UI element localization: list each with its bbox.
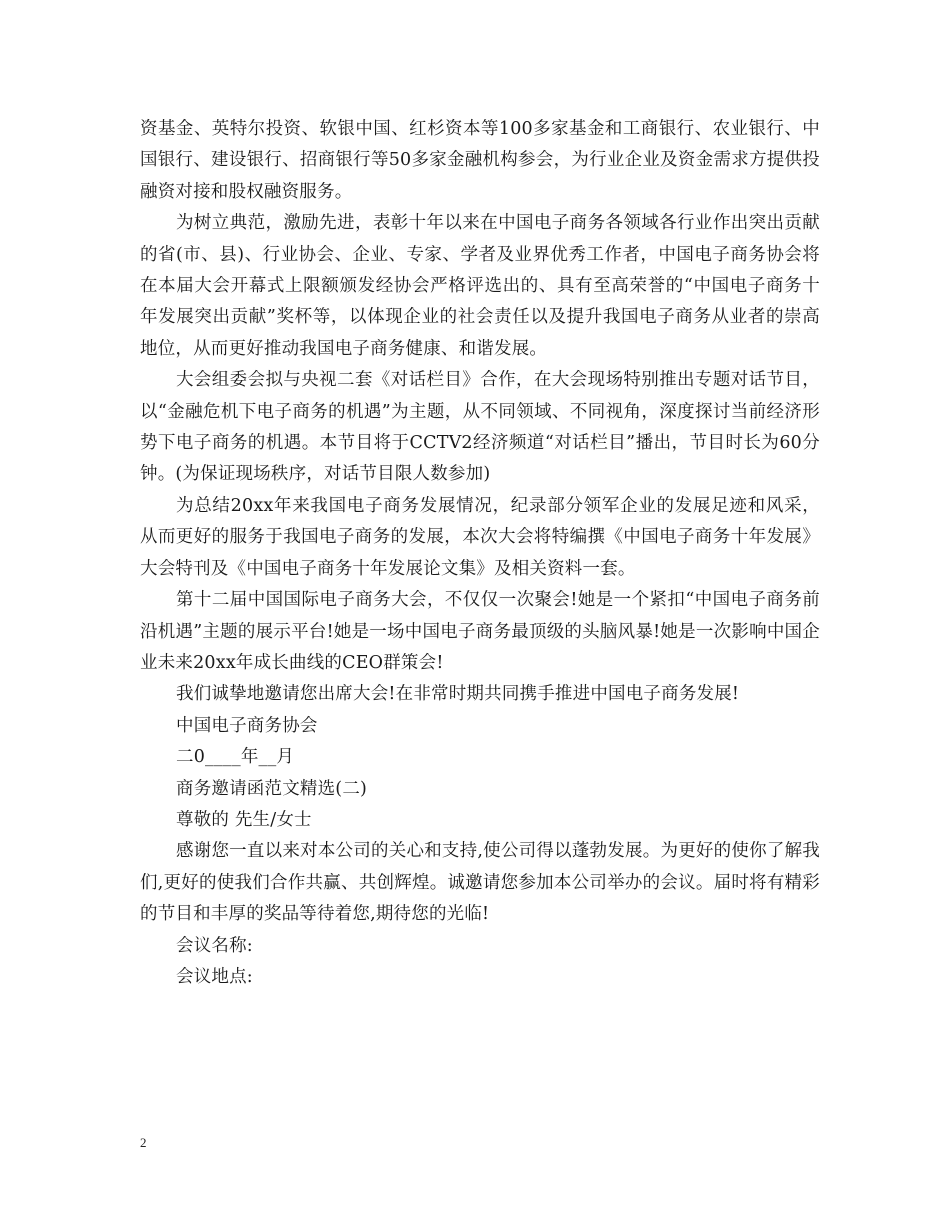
salutation: 尊敬的 先生/女士 xyxy=(176,809,312,830)
field-meeting-name: 会议名称: xyxy=(176,935,253,956)
paragraph-conference-summary: 第十二届中国国际电子商务大会，不仅仅一次聚会!她是一个紧扣“中国电子商务前沿机遇”主题的展示平台!她是一场中国电子商务最顶级的头脑风暴!她是一次影响中国企业未来20xx年成长曲线的CEO群策会! xyxy=(140,590,820,673)
field-meeting-location: 会议地点: xyxy=(176,966,253,987)
document-body xyxy=(140,114,820,993)
invitation-closing-line: 我们诚挚地邀请您出席大会!在非常时期共同携手推进中国电子商务发展! xyxy=(176,684,740,705)
page-number: 2 xyxy=(140,1135,147,1150)
signature-date: 二0____年__月 xyxy=(176,747,295,768)
section-heading: 商务邀请函范文精选(二) xyxy=(176,778,368,799)
paragraph-invitation-body: 感谢您一直以来对本公司的关心和支持,使公司得以蓬勃发展。为更好的使你了解我们,更好的使我们合作共赢、共创辉煌。诚邀请您参加本公司举办的会议。届时将有精彩的节目和丰厚的奖品等待着您,期待您的光临! xyxy=(140,841,820,925)
paragraph-cctv-dialogue: 大会组委会拟与央视二套《对话栏目》合作，在大会现场特别推出专题对话节目，以“金融危机下电子商务的机遇”为主题，从不同领域、不同视角，深度探讨当前经济形势下电子商务的机遇。本节目将于CCTV2经济频道“对话栏目”播出，节目时长为60分钟。(为保证现场秩序，对话节目限人数参加) xyxy=(140,370,820,485)
paragraph-special-issue: 为总结20xx年来我国电子商务发展情况，纪录部分领军企业的发展足迹和风采，从而更好的服务于我国电子商务的发展，本次大会将特编撰《中国电子商务十年发展》大会特刊及《中国电子商务十年发展论文集》及相关资料一套。 xyxy=(140,495,820,579)
paragraph-awards: 为树立典范，激励先进，表彰十年以来在中国电子商务各领域各行业作出突出贡献的省(市、县)、行业协会、企业、专家、学者及业界优秀工作者，中国电子商务协会将在本届大会开幕式上限额颁发经协会严格评选出的、具有至高荣誉的“中国电子商务十年发展突出贡献”奖杯等，以体现企业的社会责任以及提升我国电子商务从业者的崇高地位，从而更好推动我国电子商务健康、和谐发展。 xyxy=(140,213,820,359)
signature-organization: 中国电子商务协会 xyxy=(176,715,318,736)
paragraph-intro-continued: 资基金、英特尔投资、软银中国、红杉资本等100多家基金和工商银行、农业银行、中国银行、建设银行、招商银行等50多家金融机构参会，为行业企业及资金需求方提供投融资对接和股权融资服务。 xyxy=(140,119,820,202)
